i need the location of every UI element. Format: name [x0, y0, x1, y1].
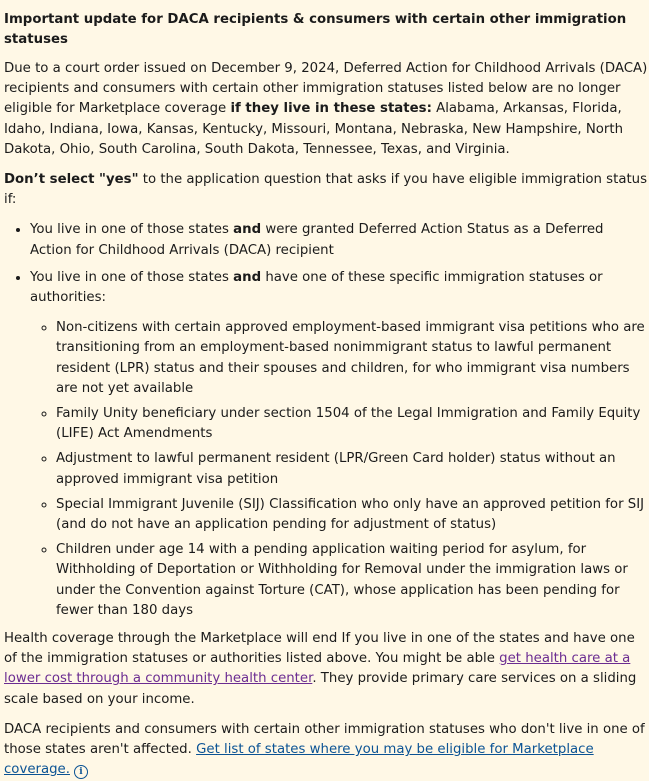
notice-title: Important update for DACA recipients & consumers with certain other immigration statuses	[4, 12, 627, 47]
list-item: ◦ Family Unity beneficiary under section 1504 of the Legal Immigration and Family Equity (LIFE) Act Amendments	[56, 404, 649, 444]
info-circle-icon[interactable]: i	[74, 765, 88, 779]
community-health-center-link[interactable]: get health care at a lower cost through a community health center	[4, 651, 631, 687]
coverage-paragraph: Health coverage through the Marketplace will end If you live in one of the states and have one of the immigration statuses or authorities listed above. You might be able get health care at a lower cost through a community health center. They provide primary care services on a sliding scale based on your income.	[4, 631, 637, 707]
condition-list	[4, 220, 649, 621]
list-item: ◦ Children under age 14 with a pending application waiting period for asylum, for Withholding of Deportation or Withholding for Removal under the immigration laws or under the Convention against Torture (CAT), whose application has been pending for fewer than 180 days	[56, 540, 649, 621]
status-list	[30, 318, 649, 621]
list-item: • You live in one of those states and have one of these specific immigration statuses or authorities: ◦ Non-citizens with certain approved employment-based immigrant visa petitions who are transitioning from an employment-based nonimmigrant status to lawful permanent resident (LPR) status and their spouses and children, for who immigrant visa numbers are not yet available ◦ Family Unity beneficiary under section 1504 of the Legal Immigration and Family Equity (LIFE) Act Amendments ◦ Adjustment to lawful permanent resident (LPR/Green Card holder) status without an approved immigrant visa petition ◦ Special Immigrant Juvenile (SIJ) Classification who only have an approved petition for SIJ (and do not have an application pending for adjustment of status) ◦ Children under age 14 with a pending application waiting period for asylum, for Withholding of Deportation or Withholding for Removal under the immigration laws or under the Convention against Torture (CAT), whose application has been pending for fewer than 180 days	[30, 268, 649, 621]
intro-paragraph: Due to a court order issued on December 9, 2024, Deferred Action for Childhood Arrivals (DACA) recipients and consumers with certain other immigration statuses listed below are no longer eligible for Marketplace coverage if they live in these states: Alabama, Arkansas, Florida, Idaho, Indiana, Iowa, Kansas, Kentucky, Missouri, Montana, Nebraska, New Hampshire, North Dakota, Ohio, South Carolina, South Dakota, Tennessee, Texas, and Virginia.	[4, 61, 648, 157]
list-item: ◦ Special Immigrant Juvenile (SIJ) Classification who only have an approved petition for SIJ (and do not have an application pending for adjustment of status)	[56, 495, 649, 535]
list-item: ◦ Adjustment to lawful permanent resident (LPR/Green Card holder) status without an approved immigrant visa petition	[56, 449, 649, 489]
list-item: ◦ Non-citizens with certain approved employment-based immigrant visa petitions who are transitioning from an employment-based nonimmigrant status to lawful permanent resident (LPR) status and their spouses and children, for who immigrant visa numbers are not yet available	[56, 318, 649, 399]
dont-select-paragraph: Don’t select "yes" to the application question that asks if you have eligible immigration status if:	[4, 172, 648, 208]
list-item: • You live in one of those states and were granted Deferred Action Status as a Deferred Action for Childhood Arrivals (DACA) recipient	[30, 220, 649, 260]
eligible-states-link[interactable]: Get list of states where you may be eligible for Marketplace coverage.	[4, 742, 594, 778]
daca-paragraph: DACA recipients and consumers with certain other immigration statuses who don't live in one of those states aren't affected. Get list of states where you may be eligible for Marketplace coverage. i	[4, 721, 645, 778]
